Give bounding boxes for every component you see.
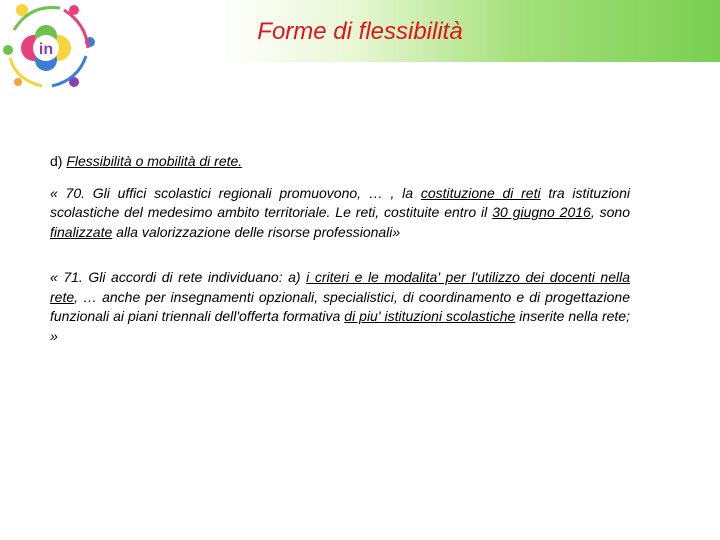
p1-underlined-3: finalizzate (50, 223, 113, 240)
section-heading-text: Flessibilità o mobilità di rete. (66, 153, 243, 169)
p2-text-2: , … anche per insegnamenti opzionali, specialistici, di coordinamento e di progettazione funzionali ai piani triennali dell'offerta formativa (50, 288, 630, 324)
paragraph-70 (50, 184, 630, 243)
p1-underlined-2: 30 giugno 2016 (492, 204, 591, 220)
school-logo-icon (0, 0, 100, 100)
p1-text-2: tra istituzioni scolastiche del medesimo ambito territoriale. Le reti, costituite entro il (50, 184, 630, 220)
page-title: Forme di flessibilità (257, 18, 463, 45)
p2-text: « 71. Gli accordi di rete individuano: a) (50, 269, 307, 285)
p2-underlined-1: i criteri e le modalita' per l'utilizzo dei docenti nella rete (50, 269, 630, 305)
section-letter: d) (50, 153, 63, 169)
paragraph-71 (50, 268, 630, 346)
p1-text: « 70. Gli uffici scolastici regionali promuovono, … , la (50, 184, 421, 201)
p2-underlined-2: di piu' istituzioni scolastiche (344, 308, 516, 324)
p2-text-3: inserite nella rete; » (50, 308, 630, 344)
section-heading (50, 152, 630, 172)
p1-text-3: , sono (590, 204, 630, 220)
p1-underlined-1: costituzione di reti (420, 184, 541, 201)
content-area (50, 152, 630, 346)
p1-text-4: alla valorizzazione delle risorse professionali» (112, 223, 401, 240)
logo-center-text: in (38, 41, 54, 58)
